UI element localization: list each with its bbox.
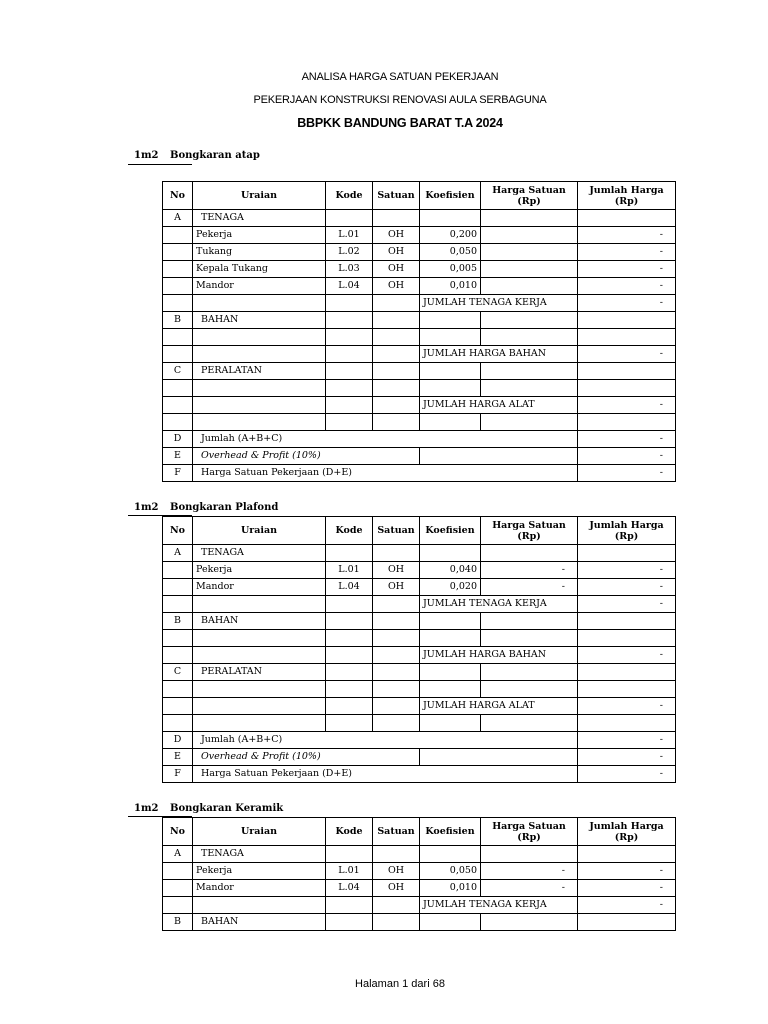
summary-row-d: D Jumlah (A+B+C) - (163, 732, 676, 749)
section-underline (128, 164, 192, 165)
doc-title: ANALISA HARGA SATUAN PEKERJAAN (301, 71, 499, 83)
subtotal-row-tenaga: JUMLAH TENAGA KERJA - (163, 596, 676, 613)
group-row-bahan: B BAHAN (163, 312, 676, 329)
table-row (163, 630, 676, 647)
document-header (0, 70, 768, 131)
col-harga-satuan: Harga Satuan (Rp) (481, 182, 578, 210)
section-unit: 1m2 (134, 502, 159, 513)
summary-row-e: E Overhead & Profit (10%) - (163, 448, 676, 465)
section-title (128, 149, 260, 163)
section-name: Bongkaran Plafond (170, 502, 279, 513)
group-row-bahan: B BAHAN (163, 914, 676, 931)
subtotal-row-alat: JUMLAH HARGA ALAT - (163, 397, 676, 414)
analysis-table (162, 516, 676, 783)
page-footer: Halaman 1 dari 68 (355, 978, 445, 990)
group-row-bahan: B BAHAN (163, 613, 676, 630)
group-row-peralatan: C PERALATAN (163, 363, 676, 380)
col-koefisien: Koefisien (420, 818, 481, 846)
table-header-row (163, 818, 676, 846)
col-kode: Kode (326, 818, 373, 846)
table-header-row (163, 517, 676, 545)
table-row (163, 414, 676, 431)
summary-row-f: F Harga Satuan Pekerjaan (D+E) - (163, 465, 676, 482)
col-jumlah-harga: Jumlah Harga (Rp) (578, 818, 676, 846)
table-row: Tukang L.02 OH 0,050 - (163, 244, 676, 261)
col-uraian: Uraian (193, 182, 326, 210)
col-kode: Kode (326, 182, 373, 210)
group-row-tenaga: A TENAGA (163, 545, 676, 562)
col-koefisien: Koefisien (420, 517, 481, 545)
doc-subtitle: PEKERJAAN KONSTRUKSI RENOVASI AULA SERBAGUNA (253, 94, 547, 106)
section-name: Bongkaran Keramik (170, 803, 284, 814)
col-uraian: Uraian (193, 517, 326, 545)
summary-row-d: D Jumlah (A+B+C) - (163, 431, 676, 448)
col-harga-satuan: Harga Satuan (Rp) (481, 818, 578, 846)
col-no: No (163, 517, 193, 545)
subtotal-row-tenaga: JUMLAH TENAGA KERJA - (163, 897, 676, 914)
group-row-tenaga: A TENAGA (163, 846, 676, 863)
subtotal-row-tenaga: JUMLAH TENAGA KERJA - (163, 295, 676, 312)
table-row (163, 715, 676, 732)
table-row: Pekerja L.01 OH 0,050 - - (163, 863, 676, 880)
doc-organization: BBPKK BANDUNG BARAT T.A 2024 (297, 116, 503, 130)
summary-row-e: E Overhead & Profit (10%) - (163, 749, 676, 766)
subtotal-row-bahan: JUMLAH HARGA BAHAN - (163, 647, 676, 664)
group-row-peralatan: C PERALATAN (163, 664, 676, 681)
analysis-table (162, 181, 676, 482)
table-row: Kepala Tukang L.03 OH 0,005 - (163, 261, 676, 278)
table-row: Mandor L.04 OH 0,020 - - (163, 579, 676, 596)
analysis-table (162, 817, 676, 931)
table-row (163, 329, 676, 346)
section-unit: 1m2 (134, 803, 159, 814)
col-no: No (163, 182, 193, 210)
section-unit: 1m2 (134, 150, 159, 161)
col-no: No (163, 818, 193, 846)
col-harga-satuan: Harga Satuan (Rp) (481, 517, 578, 545)
subtotal-row-bahan: JUMLAH HARGA BAHAN - (163, 346, 676, 363)
table-row: Pekerja L.01 OH 0,040 - - (163, 562, 676, 579)
table-row: Mandor L.04 OH 0,010 - (163, 278, 676, 295)
col-satuan: Satuan (373, 818, 420, 846)
col-koefisien: Koefisien (420, 182, 481, 210)
col-jumlah-harga: Jumlah Harga (Rp) (578, 182, 676, 210)
section-title (128, 802, 283, 816)
col-satuan: Satuan (373, 182, 420, 210)
table-row: Mandor L.04 OH 0,010 - - (163, 880, 676, 897)
col-kode: Kode (326, 517, 373, 545)
col-uraian: Uraian (193, 818, 326, 846)
table-row (163, 681, 676, 698)
subtotal-row-alat: JUMLAH HARGA ALAT - (163, 698, 676, 715)
col-jumlah-harga: Jumlah Harga (Rp) (578, 517, 676, 545)
group-row-tenaga: A TENAGA (163, 210, 676, 227)
section-title (128, 501, 278, 515)
col-satuan: Satuan (373, 517, 420, 545)
section-name: Bongkaran atap (170, 150, 260, 161)
summary-row-f: F Harga Satuan Pekerjaan (D+E) - (163, 766, 676, 783)
table-header-row (163, 182, 676, 210)
table-row (163, 380, 676, 397)
table-row: Pekerja L.01 OH 0,200 - (163, 227, 676, 244)
